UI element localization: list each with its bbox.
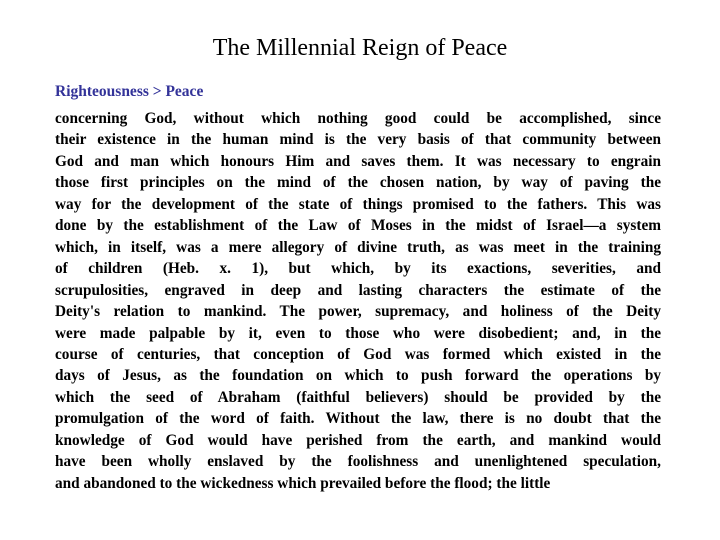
paragraph-line: days of Jesus, as the foundation on which to push forward the operations by bbox=[55, 367, 661, 385]
paragraph-line: course of centuries, that conception of God was formed which existed in the bbox=[55, 345, 661, 363]
paragraph-line: which, in itself, was a mere allegory of divine truth, as was meet in the training bbox=[55, 238, 661, 256]
slide-title: The Millennial Reign of Peace bbox=[212, 35, 508, 61]
paragraph-line: Deity's relation to mankind. The power, supremacy, and holiness of the Deity bbox=[55, 303, 661, 321]
paragraph-line: of children (Heb. x. 1), but which, by its exactions, severities, and bbox=[55, 260, 661, 278]
slide-subtitle: Righteousness > Peace bbox=[55, 83, 204, 100]
paragraph-line: those first principles on the mind of the chosen nation, by way of paving the bbox=[55, 174, 661, 192]
paragraph-line: promulgation of the word of faith. Without the law, there is no doubt that the bbox=[55, 410, 661, 428]
paragraph-line: done by the establishment of the Law of Moses in the midst of Israel—a system bbox=[55, 217, 661, 235]
paragraph-line: were made palpable by it, even to those who were disobedient; and, in the bbox=[55, 324, 661, 342]
paragraph-line: knowledge of God would have perished from the earth, and mankind would bbox=[55, 431, 661, 449]
paragraph-line: God and man which honours Him and saves them. It was necessary to engrain bbox=[55, 152, 661, 170]
paragraph-line: which the seed of Abraham (faithful believers) should be provided by the bbox=[55, 388, 661, 406]
paragraph-line: way for the development of the state of things promised to the fathers. This was bbox=[55, 195, 661, 213]
body-paragraph bbox=[55, 108, 661, 494]
paragraph-line: concerning God, without which nothing good could be accomplished, since bbox=[55, 110, 661, 127]
paragraph-line: scrupulosities, engraved in deep and lasting characters the estimate of the bbox=[55, 281, 661, 299]
paragraph-line: their existence in the human mind is the very basis of that community between bbox=[55, 131, 661, 149]
paragraph-line: have been wholly enslaved by the foolishness and unenlightened speculation, bbox=[55, 453, 661, 471]
paragraph-line: and abandoned to the wickedness which prevailed before the flood; the little bbox=[55, 474, 551, 492]
